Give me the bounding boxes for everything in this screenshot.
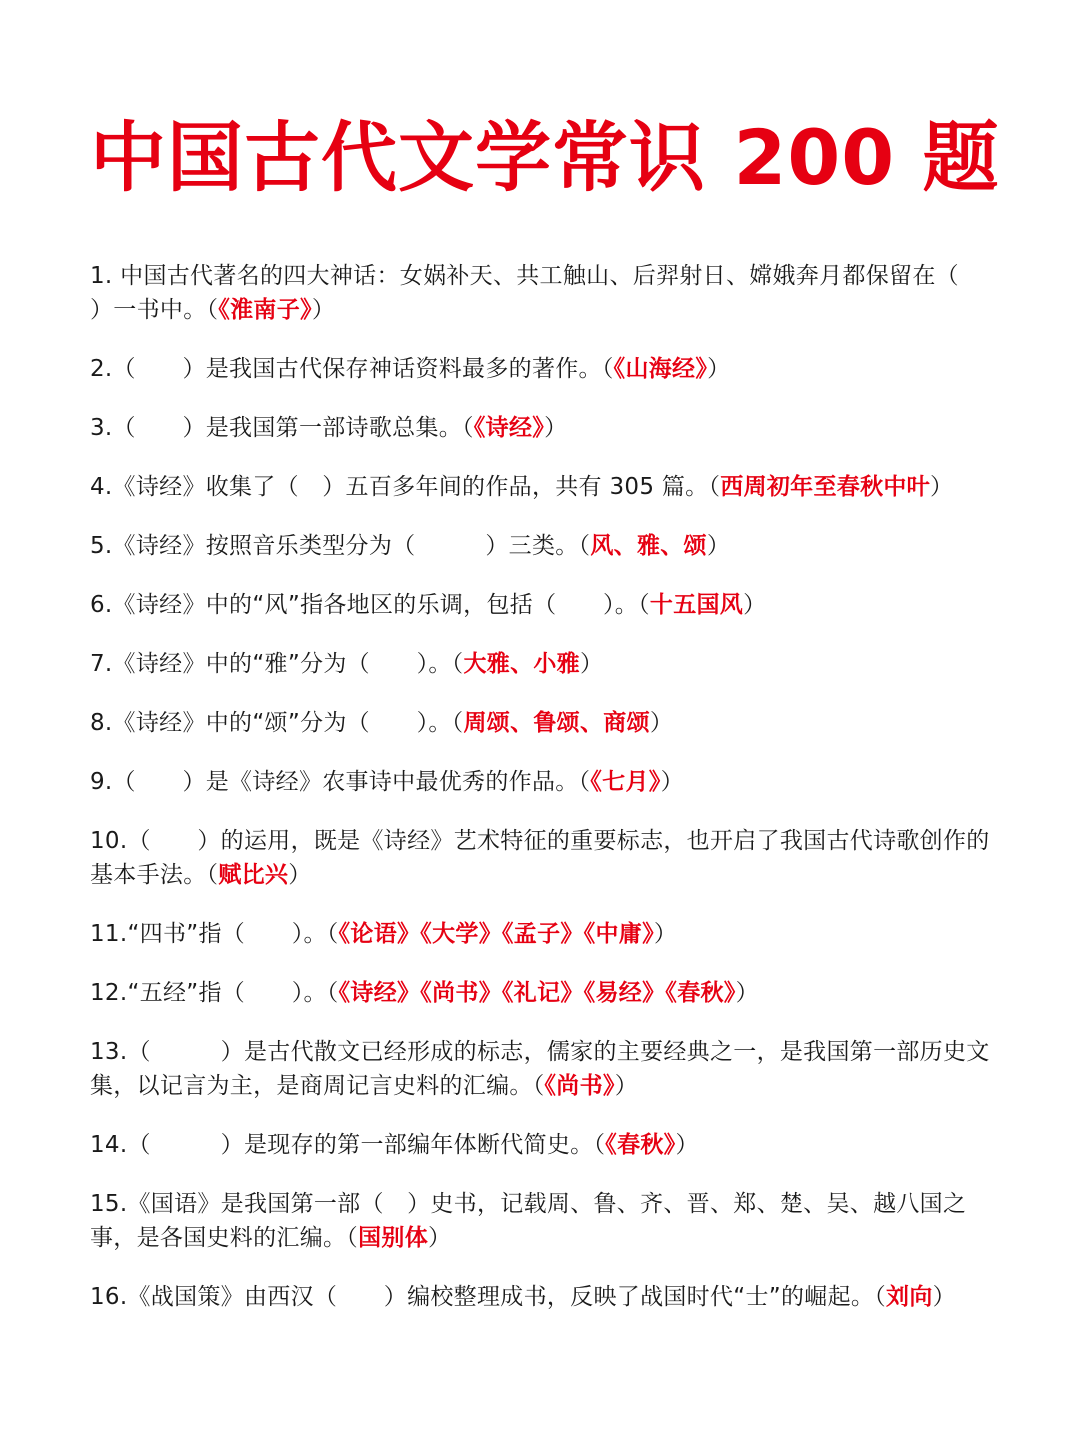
- question-end: ）: [660, 769, 684, 795]
- question-item: [90, 1128, 992, 1162]
- question-end: ）: [428, 1225, 452, 1251]
- question-end: ）: [614, 1073, 639, 1099]
- question-end: ）: [653, 921, 678, 947]
- answer-text: 刘向: [886, 1284, 933, 1310]
- question-text: 16.《战国策》由西汉（ ）编校整理成书，反映了战国时代“士”的崛起。（: [90, 1284, 887, 1310]
- question-text: 6.《诗经》中的“风”指各地区的乐调，包括（ ）。（: [90, 592, 650, 618]
- answer-text: 赋比兴: [218, 862, 289, 888]
- question-text: 8.《诗经》中的“颂”分为（ ）。（: [90, 710, 464, 736]
- question-item: [90, 1187, 992, 1255]
- answer-text: 《春秋》: [605, 1132, 676, 1158]
- question-text: 4.《诗经》收集了（ ）五百多年间的作品，共有 305 篇。（: [90, 474, 721, 500]
- question-end: ）: [706, 533, 731, 559]
- answer-text: 《淮南子》: [218, 297, 312, 323]
- question-text: 1. 中国古代著名的四大神话：女娲补天、共工触山、后羿射日、嫦娥奔月都保留在（ ）一书中。（: [90, 263, 1006, 323]
- question-text: 2.（ ）是我国古代保存神话资料最多的著作。（: [90, 356, 614, 382]
- answer-text: 西周初年至春秋中叶: [720, 474, 930, 500]
- question-end: ）: [579, 651, 604, 677]
- question-item: [90, 647, 992, 681]
- question-end: ）: [932, 1284, 956, 1310]
- question-item: [90, 352, 992, 386]
- question-item: [90, 706, 992, 740]
- question-text: 3.（ ）是我国第一部诗歌总集。（: [90, 415, 474, 441]
- question-item: [90, 1280, 992, 1314]
- question-end: ）: [544, 415, 568, 441]
- question-item: [90, 1035, 992, 1103]
- question-end: ）: [929, 474, 954, 500]
- page-title: 中国古代文学常识 200 题: [90, 113, 1000, 202]
- question-item: [90, 529, 992, 563]
- answer-text: 《论语》《大学》《孟子》《中庸》: [338, 921, 654, 947]
- question-item: [90, 588, 992, 622]
- answer-text: 《山海经》: [613, 356, 708, 382]
- question-text: 9.（ ）是《诗经》农事诗中最优秀的作品。（: [90, 769, 591, 795]
- answer-text: 《七月》: [590, 769, 661, 795]
- question-text: 5.《诗经》按照音乐类型分为（ ）三类。（: [90, 533, 591, 559]
- question-item: [90, 411, 992, 445]
- question-text: 10.（ ）的运用，既是《诗经》艺术特征的重要标志，也开启了我国古代诗歌创作的基本手法。（: [90, 828, 990, 888]
- question-text: 15.《国语》是我国第一部（ ）史书，记载周、鲁、齐、晋、郑、楚、吴、越八国之事，是各国史料的汇编。（: [90, 1191, 967, 1251]
- answer-text: 风、雅、颂: [590, 533, 707, 559]
- answer-text: 周颂、鲁颂、商颂: [463, 710, 650, 736]
- question-item: [90, 917, 992, 951]
- answer-text: 《诗经》: [473, 415, 545, 441]
- question-text: 14.（ ）是现存的第一部编年体断代简史。（: [90, 1132, 606, 1158]
- answer-text: 国别体: [358, 1225, 429, 1251]
- question-item: [90, 259, 1006, 327]
- question-end: ）: [707, 356, 731, 382]
- question-text: 13.（ ）是古代散文已经形成的标志，儒家的主要经典之一，是我国第一部历史文集，以记言为主，是商周记言史料的汇编。（: [90, 1039, 990, 1099]
- question-text: 7.《诗经》中的“雅”分为（ ）。（: [90, 651, 464, 677]
- question-item: [90, 470, 992, 504]
- answer-text: 大雅、小雅: [463, 651, 580, 677]
- question-end: ）: [735, 980, 759, 1006]
- question-item: [90, 824, 992, 892]
- question-end: ）: [288, 862, 312, 888]
- question-end: ）: [743, 592, 767, 618]
- question-text: 12.“五经”指（ ）。（: [90, 980, 339, 1006]
- answer-text: 《诗经》《尚书》《礼记》《易经》《春秋》: [338, 980, 736, 1006]
- question-end: ）: [649, 710, 674, 736]
- question-text: 11.“四书”指（ ）。（: [90, 921, 339, 947]
- answer-text: 十五国风: [649, 592, 744, 618]
- question-list: [90, 259, 1006, 1314]
- question-item: [90, 976, 992, 1010]
- answer-text: 《尚书》: [544, 1073, 615, 1099]
- question-item: [90, 765, 992, 799]
- question-end: ）: [675, 1132, 699, 1158]
- question-end: ）: [311, 297, 336, 323]
